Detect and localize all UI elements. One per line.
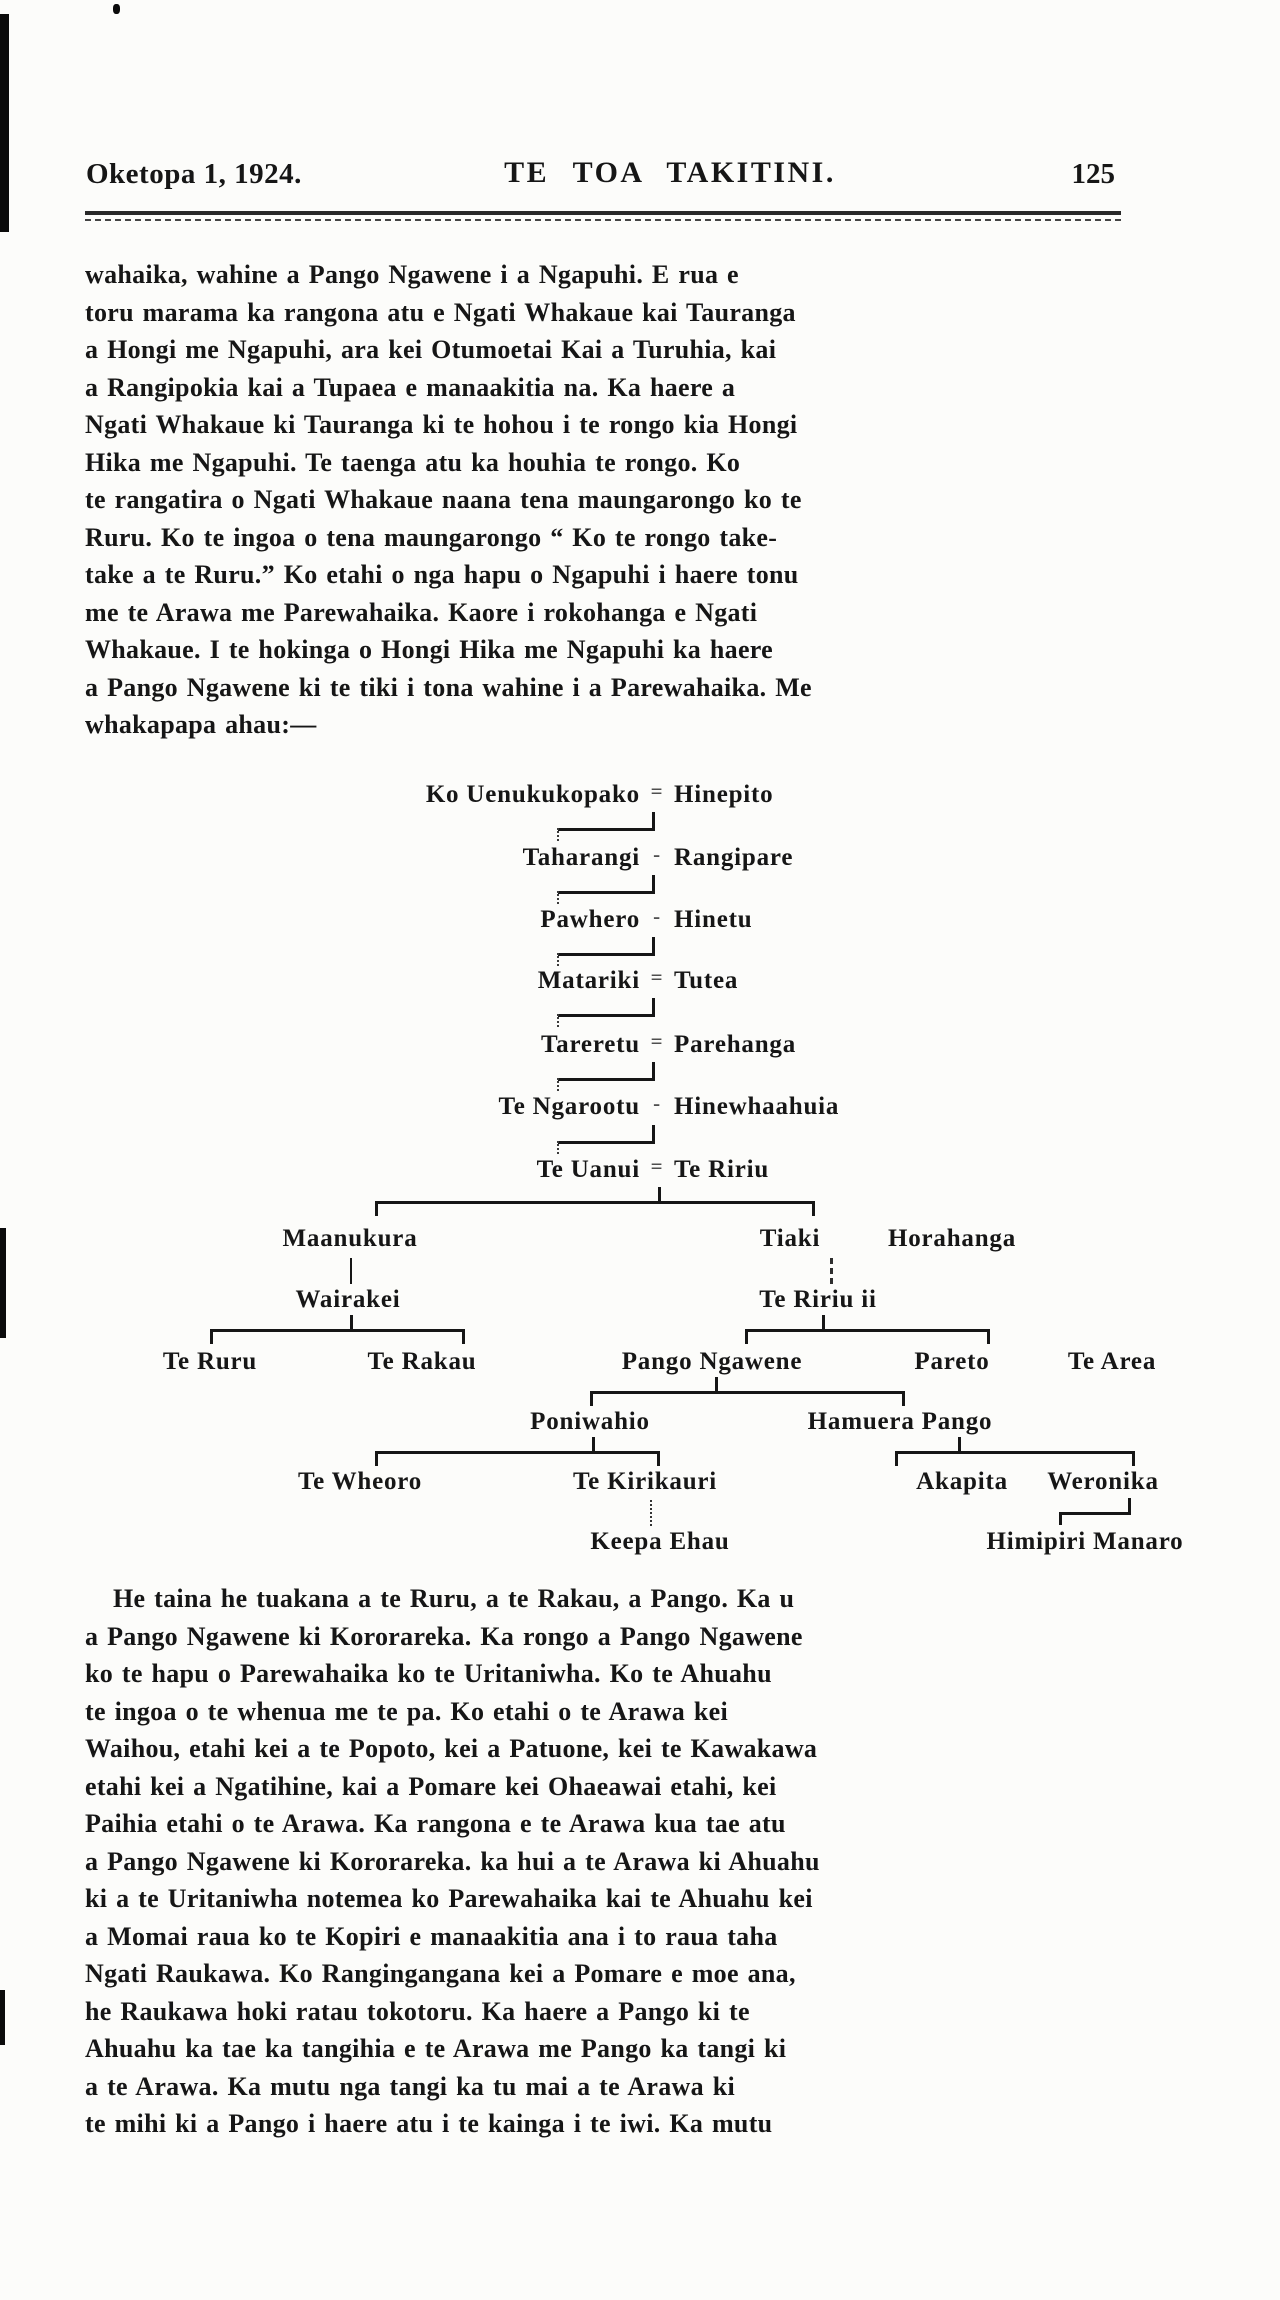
- ancestor-couple: [0, 906, 1280, 934]
- person-name: Pango Ngawene: [621, 1348, 803, 1375]
- ancestor-name: Tutea: [674, 967, 739, 994]
- scan-artifact: [0, 14, 9, 232]
- ancestor-couple: [0, 844, 1280, 872]
- person-name: Pareto: [914, 1348, 990, 1375]
- descent-connector: [350, 1315, 353, 1329]
- body-paragraph-1: [85, 256, 1121, 744]
- descent-connector: [715, 1377, 718, 1391]
- text-line: He taina he tuakana a te Ruru, a te Rakau, a Pango. Ka u: [113, 1584, 795, 1613]
- person-name: Te Area: [1067, 1348, 1157, 1375]
- ancestor-name: Rangipare: [674, 844, 794, 871]
- text-line: a Pango Ngawene ki Kororareka. Ka rongo a Pango Ngawene: [85, 1621, 803, 1651]
- ancestor-couple: [0, 781, 1280, 809]
- person-name: Wairakei: [295, 1286, 401, 1313]
- sibling-bracket: [745, 1329, 990, 1347]
- descent-line: [650, 1500, 652, 1526]
- ancestor-name: Matariki: [537, 967, 640, 994]
- descent-connector: [822, 1315, 825, 1329]
- ancestor-name: Te Ngarootu: [498, 1093, 640, 1120]
- person-name: Te Ruru: [162, 1348, 258, 1375]
- descent-connector: [1060, 1498, 1131, 1515]
- text-line: Paihia etahi o te Arawa. Ka rangona e te Arawa kua tae atu: [85, 1809, 786, 1838]
- text-line: a Pango Ngawene ki Kororareka. ka hui a te Arawa ki Ahuahu: [85, 1846, 820, 1876]
- sibling-bracket: [210, 1329, 465, 1347]
- ancestor-name: Te Uanui: [536, 1156, 640, 1183]
- person-name: Keepa Ehau: [590, 1528, 730, 1555]
- ancestor-name: Ko Uenukukopako: [425, 781, 640, 808]
- marriage-mark: -: [653, 842, 661, 866]
- text-line: me te Arawa me Parewahaika. Kaore i rokohanga e Ngati: [85, 597, 758, 627]
- descent-connector: [658, 1187, 661, 1203]
- marriage-mark: =: [650, 1154, 664, 1178]
- sibling-bracket: [375, 1201, 815, 1219]
- descent-connector: [558, 875, 655, 894]
- descent-connector: [558, 937, 655, 956]
- text-line: te ingoa o te whenua me te pa. Ko etahi o te Arawa kei: [85, 1696, 729, 1726]
- text-line: a Rangipokia kai a Tupaea e manaakitia na. Ka haere a: [85, 372, 736, 402]
- text-line: Whakaue. I te hokinga o Hongi Hika me Ngapuhi ka haere: [85, 635, 774, 664]
- descent-line: [350, 1258, 352, 1284]
- text-line: whakapapa ahau:—: [85, 710, 317, 739]
- body-paragraph-2: [85, 1580, 1121, 2143]
- ancestor-name: Hinewhaahuia: [674, 1093, 840, 1120]
- text-line: take a te Ruru.” Ko etahi o nga hapu o Ngapuhi i haere tonu: [85, 560, 799, 589]
- text-line: Ahuahu ka tae ka tangihia e te Arawa me Pango ka tangi ki: [85, 2034, 787, 2063]
- text-line: he Raukawa hoki ratau tokotoru. Ka haere a Pango ki te: [85, 1996, 750, 2026]
- text-line: Waihou, etahi kei a te Popoto, kei a Patuone, kei te Kawakawa: [85, 1734, 818, 1763]
- text-line: ko te hapu o Parewahaika ko te Uritaniwha. Ko te Ahuahu: [85, 1659, 772, 1688]
- person-name: Hamuera Pango: [807, 1408, 993, 1435]
- person-name: Himipiri Manaro: [986, 1528, 1184, 1555]
- sibling-bracket: [375, 1451, 660, 1469]
- descent-connector: [592, 1437, 595, 1451]
- ancestor-name: Tareretu: [541, 1031, 640, 1058]
- person-name: Te Wheoro: [297, 1468, 423, 1495]
- descent-connector: [558, 998, 655, 1017]
- page-number: 125: [1071, 158, 1115, 190]
- ancestor-name: Hinepito: [674, 781, 774, 808]
- marriage-mark: =: [650, 965, 664, 989]
- ancestor-couple: [0, 1031, 1280, 1059]
- descent-connector: [958, 1437, 961, 1451]
- scan-artifact: [0, 1990, 5, 2045]
- ancestor-couple: [0, 1156, 1280, 1184]
- header-date: Oketopa 1, 1924.: [86, 158, 302, 190]
- text-line: a Momai raua ko te Kopiri e manaakitia ana i to raua taha: [85, 1921, 778, 1951]
- ancestor-name: Taharangi: [522, 844, 640, 871]
- ancestor-name: Pawhero: [540, 906, 640, 933]
- descent-connector: [558, 1125, 655, 1144]
- descent-connector: [558, 812, 655, 831]
- text-line: a te Arawa. Ka mutu nga tangi ka tu mai a te Arawa ki: [85, 2071, 736, 2101]
- ancestor-name: Te Ririu: [674, 1156, 770, 1183]
- ancestor-couple: [0, 1093, 1280, 1121]
- person-name: Weronika: [1047, 1468, 1159, 1495]
- person-name: Te Kirikauri: [572, 1468, 718, 1495]
- descent-line: [830, 1258, 833, 1284]
- text-line: te rangatira o Ngati Whakaue naana tena maungarongo ko te: [85, 485, 802, 514]
- text-line: toru marama ka rangona atu e Ngati Whakaue kai Tauranga: [85, 297, 796, 327]
- text-line: Ngati Whakaue ki Tauranga ki te hohou i te rongo kia Hongi: [85, 410, 798, 439]
- sibling-bracket: [895, 1451, 1135, 1469]
- journal-title: TE TOA TAKITINI.: [504, 156, 836, 189]
- person-name: Horahanga: [887, 1225, 1017, 1252]
- marriage-mark: =: [650, 1029, 664, 1053]
- person-name: Maanukura: [282, 1225, 418, 1252]
- text-line: etahi kei a Ngatihine, kai a Pomare kei Ohaeawai etahi, kei: [85, 1771, 777, 1801]
- text-line: a Hongi me Ngapuhi, ara kei Otumoetai Kai a Turuhia, kai: [85, 335, 777, 364]
- text-line: Ruru. Ko te ingoa o tena maungarongo “ Ko te rongo take-: [85, 522, 778, 552]
- text-line: Hika me Ngapuhi. Te taenga atu ka houhia te rongo. Ko: [85, 447, 741, 477]
- sibling-bracket: [590, 1391, 905, 1409]
- header-rule: [85, 211, 1121, 221]
- text-line: ki a te Uritaniwha notemea ko Parewahaika kai te Ahuahu kei: [85, 1884, 813, 1913]
- person-name: Tiaki: [759, 1225, 821, 1252]
- ancestor-couple: [0, 967, 1280, 995]
- text-line: wahaika, wahine a Pango Ngawene i a Ngapuhi. E rua e: [85, 260, 739, 289]
- scan-artifact: [113, 4, 120, 14]
- marriage-mark: =: [650, 779, 664, 803]
- person-name: Te Rakau: [367, 1348, 477, 1375]
- descent-connector: [558, 1062, 655, 1081]
- scan-artifact: [0, 1228, 6, 1338]
- ancestor-name: Hinetu: [674, 906, 753, 933]
- text-line: a Pango Ngawene ki te tiki i tona wahine i a Parewahaika. Me: [85, 672, 812, 702]
- marriage-mark: -: [653, 904, 661, 928]
- person-name: Poniwahio: [530, 1408, 650, 1435]
- text-line: Ngati Raukawa. Ko Rangingangana kei a Pomare e moe ana,: [85, 1959, 796, 1988]
- person-name: Akapita: [916, 1468, 1008, 1495]
- marriage-mark: -: [653, 1091, 661, 1115]
- ancestor-name: Parehanga: [674, 1031, 797, 1058]
- text-line: te mihi ki a Pango i haere atu i te kainga i te iwi. Ka mutu: [85, 2109, 773, 2138]
- person-name: Te Ririu ii: [759, 1286, 877, 1313]
